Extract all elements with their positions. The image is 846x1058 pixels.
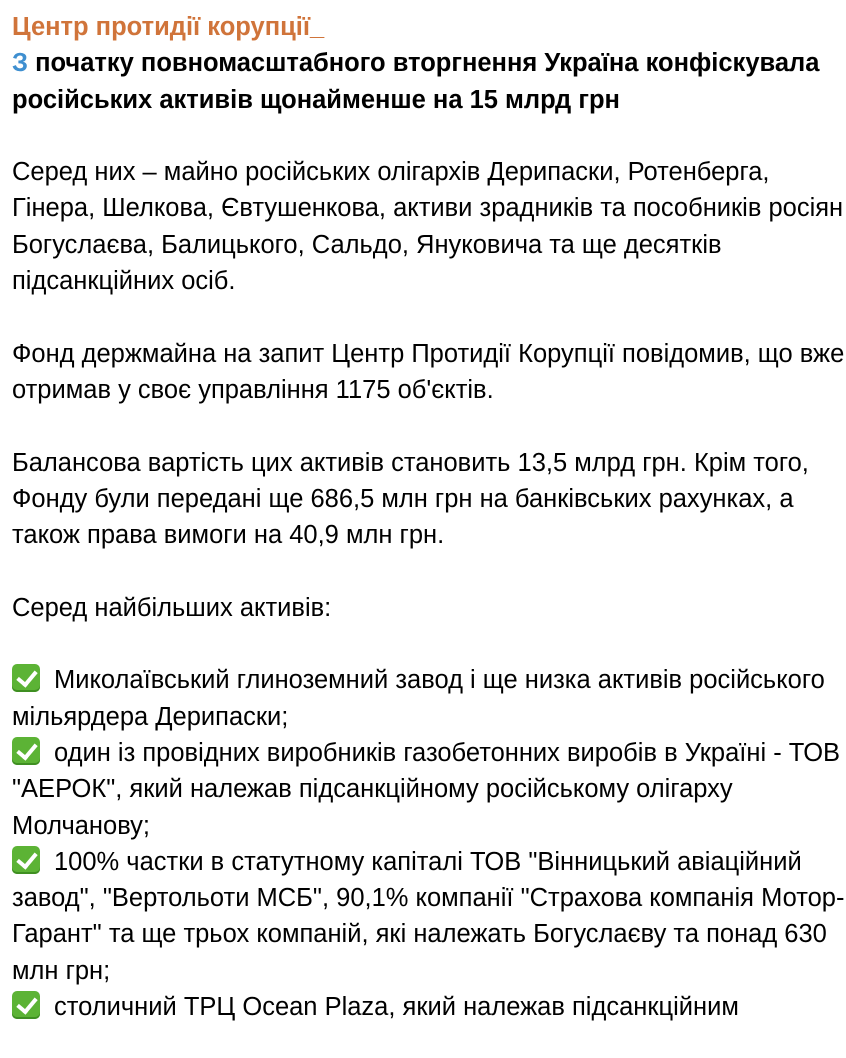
list-item-text: Миколаївський глиноземний завод і ще низка активів російського мільярдера Дерипаски; [12,666,825,731]
post-paragraph: Серед найбільших активів: [12,593,332,622]
post-paragraph: Фонд держмайна на запит Центр Протидії Корупції повідомив, що вже отримав у своє управління 1175 об'єктів. [12,339,845,404]
post-headline [12,45,846,118]
list-item [12,735,846,844]
list-item-text: один із провідних виробників газобетонних виробів в Україні - ТОВ "АЕРОК", який належав підсанкційному російському олігарху Молчанову; [12,738,841,840]
headline-first-letter: З [12,49,28,78]
channel-name[interactable]: Центр протидії корупції_ [12,13,325,41]
post-paragraph: Балансова вартість цих активів становить 13,5 млрд грн. Крім того, Фонду були передані ще 686,5 млн грн на банківських рахунках, а також права вимоги на 40,9 млн грн. [12,448,809,550]
list-item-text: 100% частки в статутному капіталі ТОВ "Вінницький авіаційний завод", "Вертольоти МСБ", 90,1% компанії "Страхова компанія Мотор-Гарант" та ще трьох компаній, які належать Богуслаєву та понад 630 млн грн; [12,847,845,985]
list-item [12,662,846,735]
asset-list [12,662,846,1025]
list-item [12,989,846,1025]
check-mark-icon [12,737,40,765]
list-item [12,844,846,989]
list-item-text: столичний ТРЦ Ocean Plaza, який належав підсанкційним [54,993,739,1022]
post-paragraph: Серед них – майно російських олігархів Дерипаски, Ротенберга, Гінера, Шелкова, Євтушенкова, активи зрадників та пособників росіян Богуслаєва, Балицького, Сальдо, Януковича та ще десятків підсанкційних осіб. [12,158,844,296]
check-mark-icon [12,664,40,692]
headline-text: початку повномасштабного вторгнення Україна конфіскувала російських активів щонайменше на 15 млрд грн [12,49,820,114]
check-mark-icon [12,846,40,874]
check-mark-icon [12,991,40,1019]
